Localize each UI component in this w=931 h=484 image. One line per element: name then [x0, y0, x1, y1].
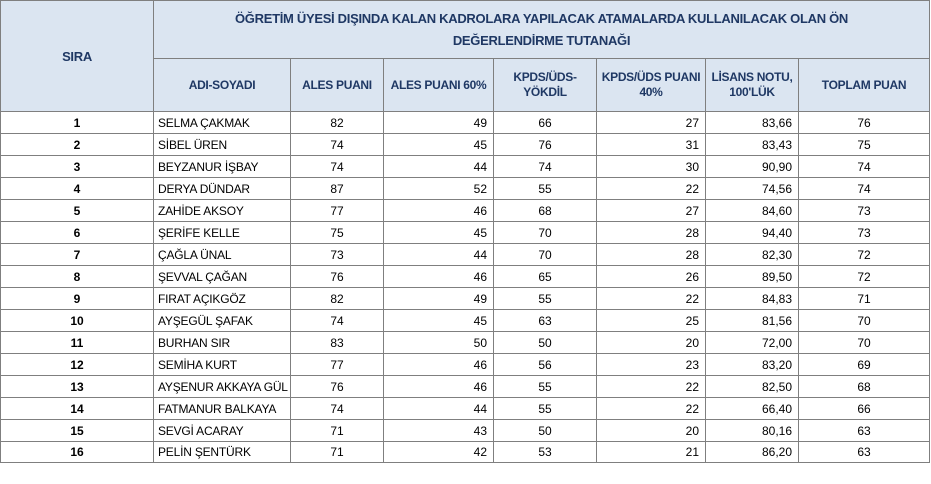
kpds-column-header: KPDS/ÜDS-YÖKDİL — [494, 59, 597, 112]
kpds-cell: 50 — [494, 420, 597, 442]
lisans-cell: 90,90 — [706, 156, 799, 178]
lisans-cell: 74,56 — [706, 178, 799, 200]
table-row — [1, 420, 930, 442]
kpds40-cell: 30 — [597, 156, 706, 178]
name-cell: SEMİHA KURT — [154, 354, 291, 376]
ales-column-header: ALES PUANI — [291, 59, 384, 112]
kpds-cell: 65 — [494, 266, 597, 288]
name-cell: SELMA ÇAKMAK — [154, 112, 291, 134]
ales60-cell: 50 — [384, 332, 494, 354]
ales60-column-header: ALES PUANI 60% — [384, 59, 494, 112]
ales-cell: 82 — [291, 112, 384, 134]
toplam-cell: 70 — [799, 332, 930, 354]
table-row — [1, 442, 930, 463]
sira-cell: 5 — [1, 200, 154, 222]
ales-cell: 82 — [291, 288, 384, 310]
toplam-cell: 73 — [799, 222, 930, 244]
table-row — [1, 200, 930, 222]
sira-header: SIRA — [1, 1, 154, 112]
toplam-column-header: TOPLAM PUAN — [799, 59, 930, 112]
table-row — [1, 310, 930, 332]
table-row — [1, 354, 930, 376]
kpds40-cell: 31 — [597, 134, 706, 156]
ales-cell: 76 — [291, 266, 384, 288]
sira-cell: 14 — [1, 398, 154, 420]
sira-cell: 3 — [1, 156, 154, 178]
ales60-cell: 46 — [384, 266, 494, 288]
table-row — [1, 156, 930, 178]
table-row — [1, 134, 930, 156]
name-cell: PELİN ŞENTÜRK — [154, 442, 291, 463]
ales60-cell: 45 — [384, 310, 494, 332]
ales60-cell: 52 — [384, 178, 494, 200]
toplam-cell: 63 — [799, 442, 930, 463]
lisans-cell: 82,50 — [706, 376, 799, 398]
kpds40-cell: 22 — [597, 376, 706, 398]
toplam-cell: 66 — [799, 398, 930, 420]
kpds40-cell: 23 — [597, 354, 706, 376]
table-row — [1, 398, 930, 420]
kpds-cell: 66 — [494, 112, 597, 134]
name-cell: SEVGİ ACARAY — [154, 420, 291, 442]
toplam-cell: 68 — [799, 376, 930, 398]
toplam-cell: 70 — [799, 310, 930, 332]
lisans-cell: 94,40 — [706, 222, 799, 244]
lisans-cell: 83,20 — [706, 354, 799, 376]
ales-cell: 74 — [291, 398, 384, 420]
kpds-cell: 63 — [494, 310, 597, 332]
kpds40-cell: 28 — [597, 222, 706, 244]
name-cell: AYŞEGÜL ŞAFAK — [154, 310, 291, 332]
kpds-cell: 50 — [494, 332, 597, 354]
ales-cell: 71 — [291, 442, 384, 463]
toplam-cell: 74 — [799, 178, 930, 200]
kpds-cell: 56 — [494, 354, 597, 376]
toplam-cell: 71 — [799, 288, 930, 310]
kpds-cell: 74 — [494, 156, 597, 178]
sira-cell: 12 — [1, 354, 154, 376]
table-title: ÖĞRETİM ÜYESİ DIŞINDA KALAN KADROLARA YAPILACAK ATAMALARDA KULLANILACAK OLAN ÖN DEĞERLENDİRME TUTANAĞI — [154, 1, 930, 59]
ales60-cell: 45 — [384, 134, 494, 156]
lisans-cell: 81,56 — [706, 310, 799, 332]
lisans-cell: 83,43 — [706, 134, 799, 156]
ales-cell: 77 — [291, 354, 384, 376]
table-row — [1, 288, 930, 310]
lisans-column-header: LİSANS NOTU, 100'LÜK — [706, 59, 799, 112]
ales-cell: 77 — [291, 200, 384, 222]
kpds40-cell: 20 — [597, 332, 706, 354]
ales-cell: 75 — [291, 222, 384, 244]
ales60-cell: 46 — [384, 354, 494, 376]
lisans-cell: 89,50 — [706, 266, 799, 288]
lisans-cell: 84,60 — [706, 200, 799, 222]
lisans-cell: 84,83 — [706, 288, 799, 310]
table-row — [1, 266, 930, 288]
name-cell: BURHAN SIR — [154, 332, 291, 354]
toplam-cell: 73 — [799, 200, 930, 222]
table-row — [1, 112, 930, 134]
sira-cell: 15 — [1, 420, 154, 442]
toplam-cell: 74 — [799, 156, 930, 178]
ales60-cell: 42 — [384, 442, 494, 463]
sira-cell: 8 — [1, 266, 154, 288]
lisans-cell: 66,40 — [706, 398, 799, 420]
sira-cell: 10 — [1, 310, 154, 332]
toplam-cell: 72 — [799, 266, 930, 288]
ales-cell: 83 — [291, 332, 384, 354]
lisans-cell: 83,66 — [706, 112, 799, 134]
kpds-cell: 68 — [494, 200, 597, 222]
lisans-cell: 82,30 — [706, 244, 799, 266]
sira-cell: 1 — [1, 112, 154, 134]
toplam-cell: 76 — [799, 112, 930, 134]
sira-cell: 11 — [1, 332, 154, 354]
kpds-cell: 70 — [494, 222, 597, 244]
name-cell: BEYZANUR İŞBAY — [154, 156, 291, 178]
ales-cell: 74 — [291, 310, 384, 332]
sira-cell: 16 — [1, 442, 154, 463]
name-cell: ZAHİDE AKSOY — [154, 200, 291, 222]
table-header — [1, 1, 930, 112]
toplam-cell: 63 — [799, 420, 930, 442]
ales60-cell: 44 — [384, 156, 494, 178]
lisans-cell: 86,20 — [706, 442, 799, 463]
toplam-cell: 72 — [799, 244, 930, 266]
name-cell: SİBEL ÜREN — [154, 134, 291, 156]
sira-cell: 9 — [1, 288, 154, 310]
kpds40-cell: 22 — [597, 398, 706, 420]
ales-cell: 71 — [291, 420, 384, 442]
sira-cell: 7 — [1, 244, 154, 266]
name-column-header: ADI-SOYADI — [154, 59, 291, 112]
table-row — [1, 332, 930, 354]
kpds-cell: 55 — [494, 398, 597, 420]
table-row — [1, 222, 930, 244]
lisans-cell: 80,16 — [706, 420, 799, 442]
kpds40-cell: 22 — [597, 288, 706, 310]
sira-cell: 13 — [1, 376, 154, 398]
sira-cell: 2 — [1, 134, 154, 156]
kpds40-cell: 26 — [597, 266, 706, 288]
name-cell: FATMANUR BALKAYA — [154, 398, 291, 420]
toplam-cell: 69 — [799, 354, 930, 376]
table-row — [1, 376, 930, 398]
sira-cell: 6 — [1, 222, 154, 244]
kpds-cell: 55 — [494, 178, 597, 200]
name-cell: FIRAT AÇIKGÖZ — [154, 288, 291, 310]
ales60-cell: 43 — [384, 420, 494, 442]
toplam-cell: 75 — [799, 134, 930, 156]
kpds-cell: 55 — [494, 288, 597, 310]
kpds40-cell: 22 — [597, 178, 706, 200]
kpds-cell: 70 — [494, 244, 597, 266]
ales60-cell: 45 — [384, 222, 494, 244]
kpds-cell: 76 — [494, 134, 597, 156]
ales-cell: 74 — [291, 134, 384, 156]
kpds40-cell: 21 — [597, 442, 706, 463]
lisans-cell: 72,00 — [706, 332, 799, 354]
ales60-cell: 49 — [384, 112, 494, 134]
table-row — [1, 244, 930, 266]
kpds40-cell: 27 — [597, 112, 706, 134]
sira-cell: 4 — [1, 178, 154, 200]
name-cell: ŞEVVAL ÇAĞAN — [154, 266, 291, 288]
table-body — [1, 112, 930, 463]
ales-cell: 76 — [291, 376, 384, 398]
kpds40-cell: 25 — [597, 310, 706, 332]
ales60-cell: 44 — [384, 244, 494, 266]
table-row — [1, 178, 930, 200]
kpds40-cell: 28 — [597, 244, 706, 266]
kpds-cell: 55 — [494, 376, 597, 398]
ales60-cell: 49 — [384, 288, 494, 310]
kpds-cell: 53 — [494, 442, 597, 463]
kpds40-column-header: KPDS/ÜDS PUANI 40% — [597, 59, 706, 112]
ales60-cell: 46 — [384, 200, 494, 222]
ales-cell: 73 — [291, 244, 384, 266]
name-cell: ŞERİFE KELLE — [154, 222, 291, 244]
name-cell: AYŞENUR AKKAYA GÜL — [154, 376, 291, 398]
ales-cell: 74 — [291, 156, 384, 178]
ales60-cell: 46 — [384, 376, 494, 398]
name-cell: ÇAĞLA ÜNAL — [154, 244, 291, 266]
kpds40-cell: 20 — [597, 420, 706, 442]
kpds40-cell: 27 — [597, 200, 706, 222]
ales60-cell: 44 — [384, 398, 494, 420]
name-cell: DERYA DÜNDAR — [154, 178, 291, 200]
ales-cell: 87 — [291, 178, 384, 200]
